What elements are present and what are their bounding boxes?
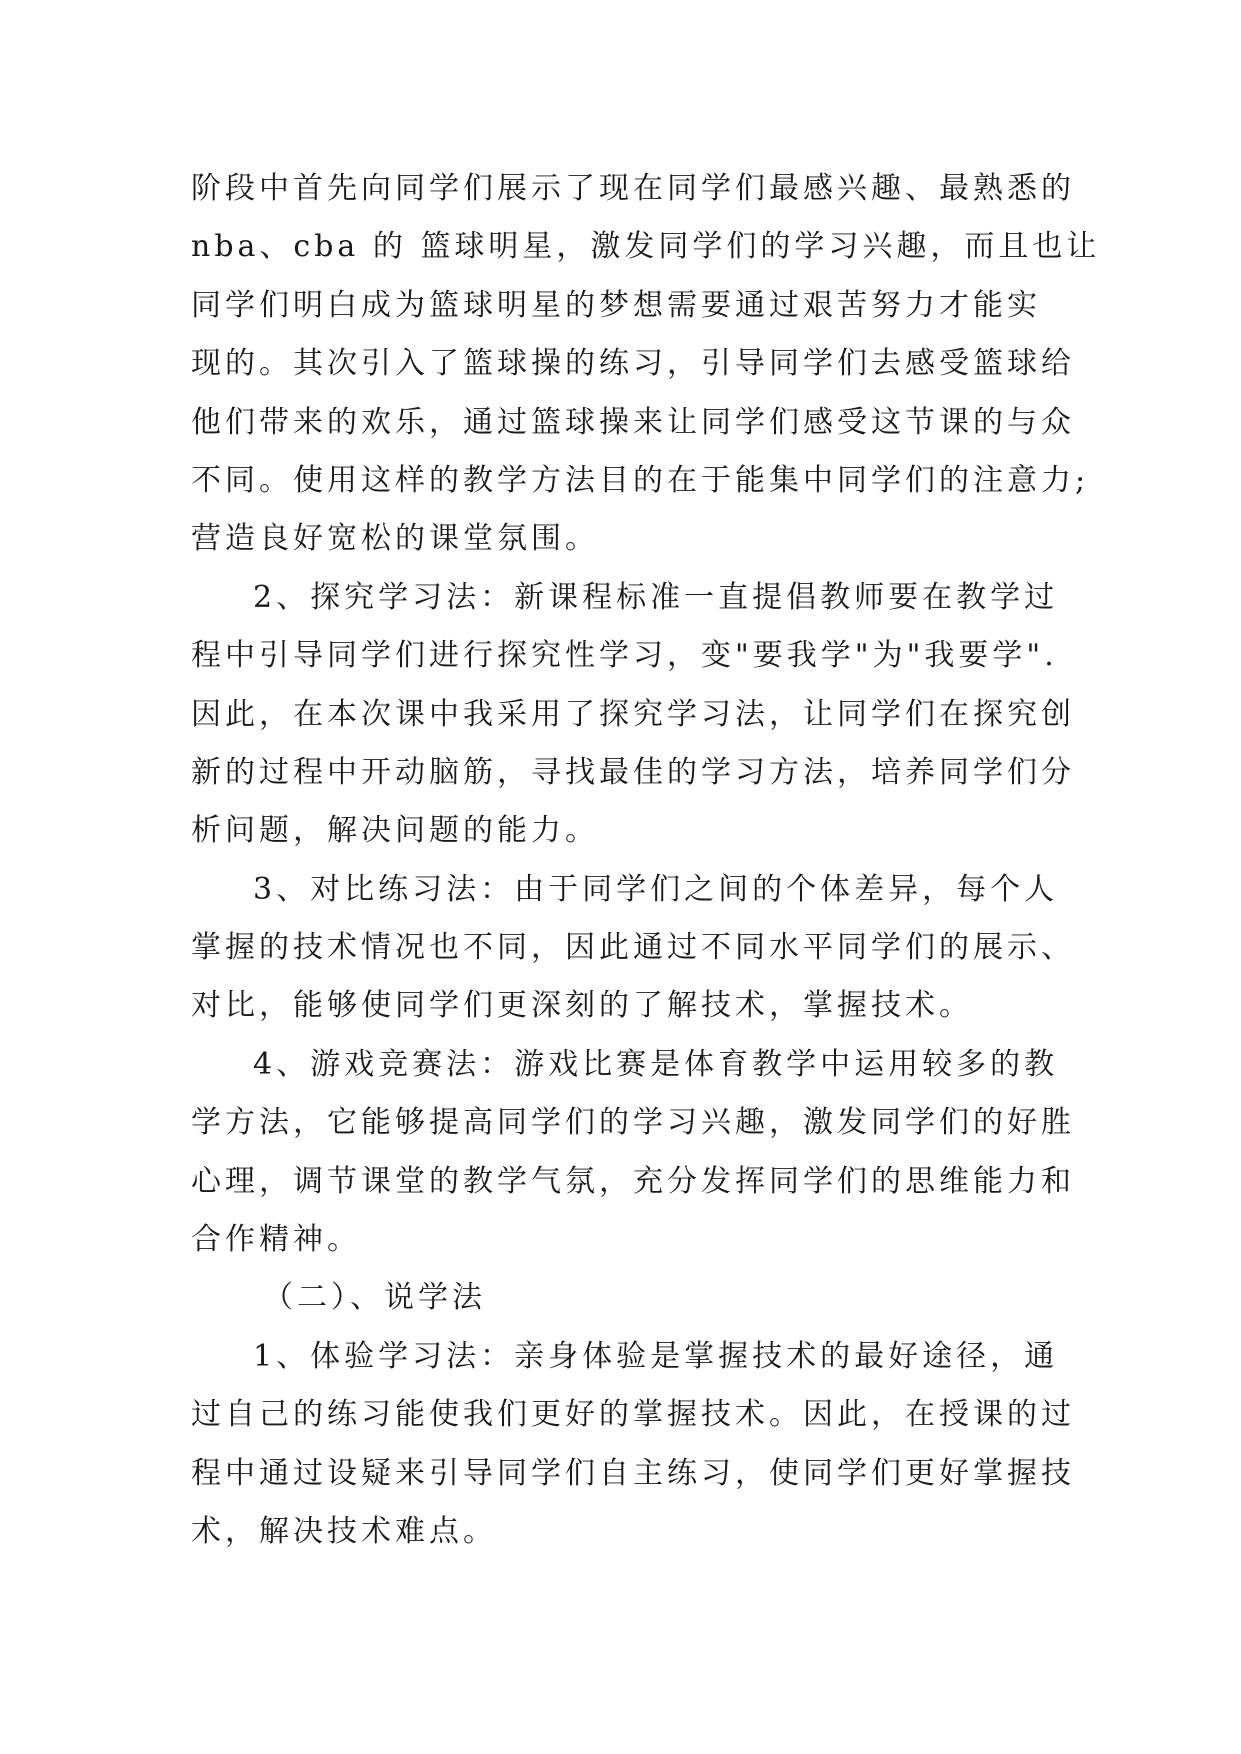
text-line: 新的过程中开动脑筋，寻找最佳的学习方法，培养同学们分 (191, 754, 1075, 790)
text-line: nba、cba 的 篮球明星，激发同学们的学习兴趣，而且也让 (191, 229, 1101, 265)
paragraph-start-line: 1、体验学习法：亲身体验是掌握技术的最好途径，通 (253, 1338, 1059, 1374)
paragraph-start-line: 2、探究学习法：新课程标准一直提倡教师要在教学过 (253, 579, 1059, 615)
text-line: 掌握的技术情况也不同，因此通过不同水平同学们的展示、 (191, 930, 1075, 966)
text-line: 对比，能够使同学们更深刻的了解技术，掌握技术。 (191, 988, 973, 1024)
text-line: 析问题，解决问题的能力。 (191, 813, 599, 849)
text-line: 阶段中首先向同学们展示了现在同学们最感兴趣、最熟悉的 (191, 171, 1075, 206)
text-line: 现的。其次引入了篮球操的练习，引导同学们去感受篮球给 (191, 346, 1075, 382)
paragraph-start-line: 3、对比练习法：由于同学们之间的个体差异，每个人 (253, 871, 1059, 907)
text-line: 学方法，它能够提高同学们的学习兴趣，激发同学们的好胜 (191, 1105, 1075, 1141)
text-line: 不同。使用这样的教学方法目的在于能集中同学们的注意力; (191, 462, 1090, 498)
text-line: 过自己的练习能使我们更好的掌握技术。因此，在授课的过 (191, 1397, 1075, 1433)
section-heading: （二）、说学法 (263, 1280, 486, 1316)
text-line: 他们带来的欢乐，通过篮球操来让同学们感受这节课的与众 (191, 404, 1075, 440)
text-line: 心理，调节课堂的教学气氛，充分发挥同学们的思维能力和 (191, 1163, 1075, 1199)
paragraph-start-line: 4、游戏竞赛法：游戏比赛是体育教学中运用较多的教 (253, 1046, 1059, 1082)
text-line: 同学们明白成为篮球明星的梦想需要通过艰苦努力才能实 (191, 287, 1041, 323)
text-line: 因此，在本次课中我采用了探究学习法，让同学们在探究创 (191, 696, 1075, 732)
text-line: 营造良好宽松的课堂氛围。 (191, 521, 599, 557)
text-line: 程中引导同学们进行探究性学习，变"要我学"为"我要学". (191, 638, 1058, 674)
document-body (191, 160, 1101, 1561)
text-line: 程中通过设疑来引导同学们自主练习，使同学们更好掌握技 (191, 1455, 1075, 1491)
text-line: 合作精神。 (191, 1222, 361, 1258)
text-line: 术，解决技术难点。 (191, 1513, 497, 1549)
